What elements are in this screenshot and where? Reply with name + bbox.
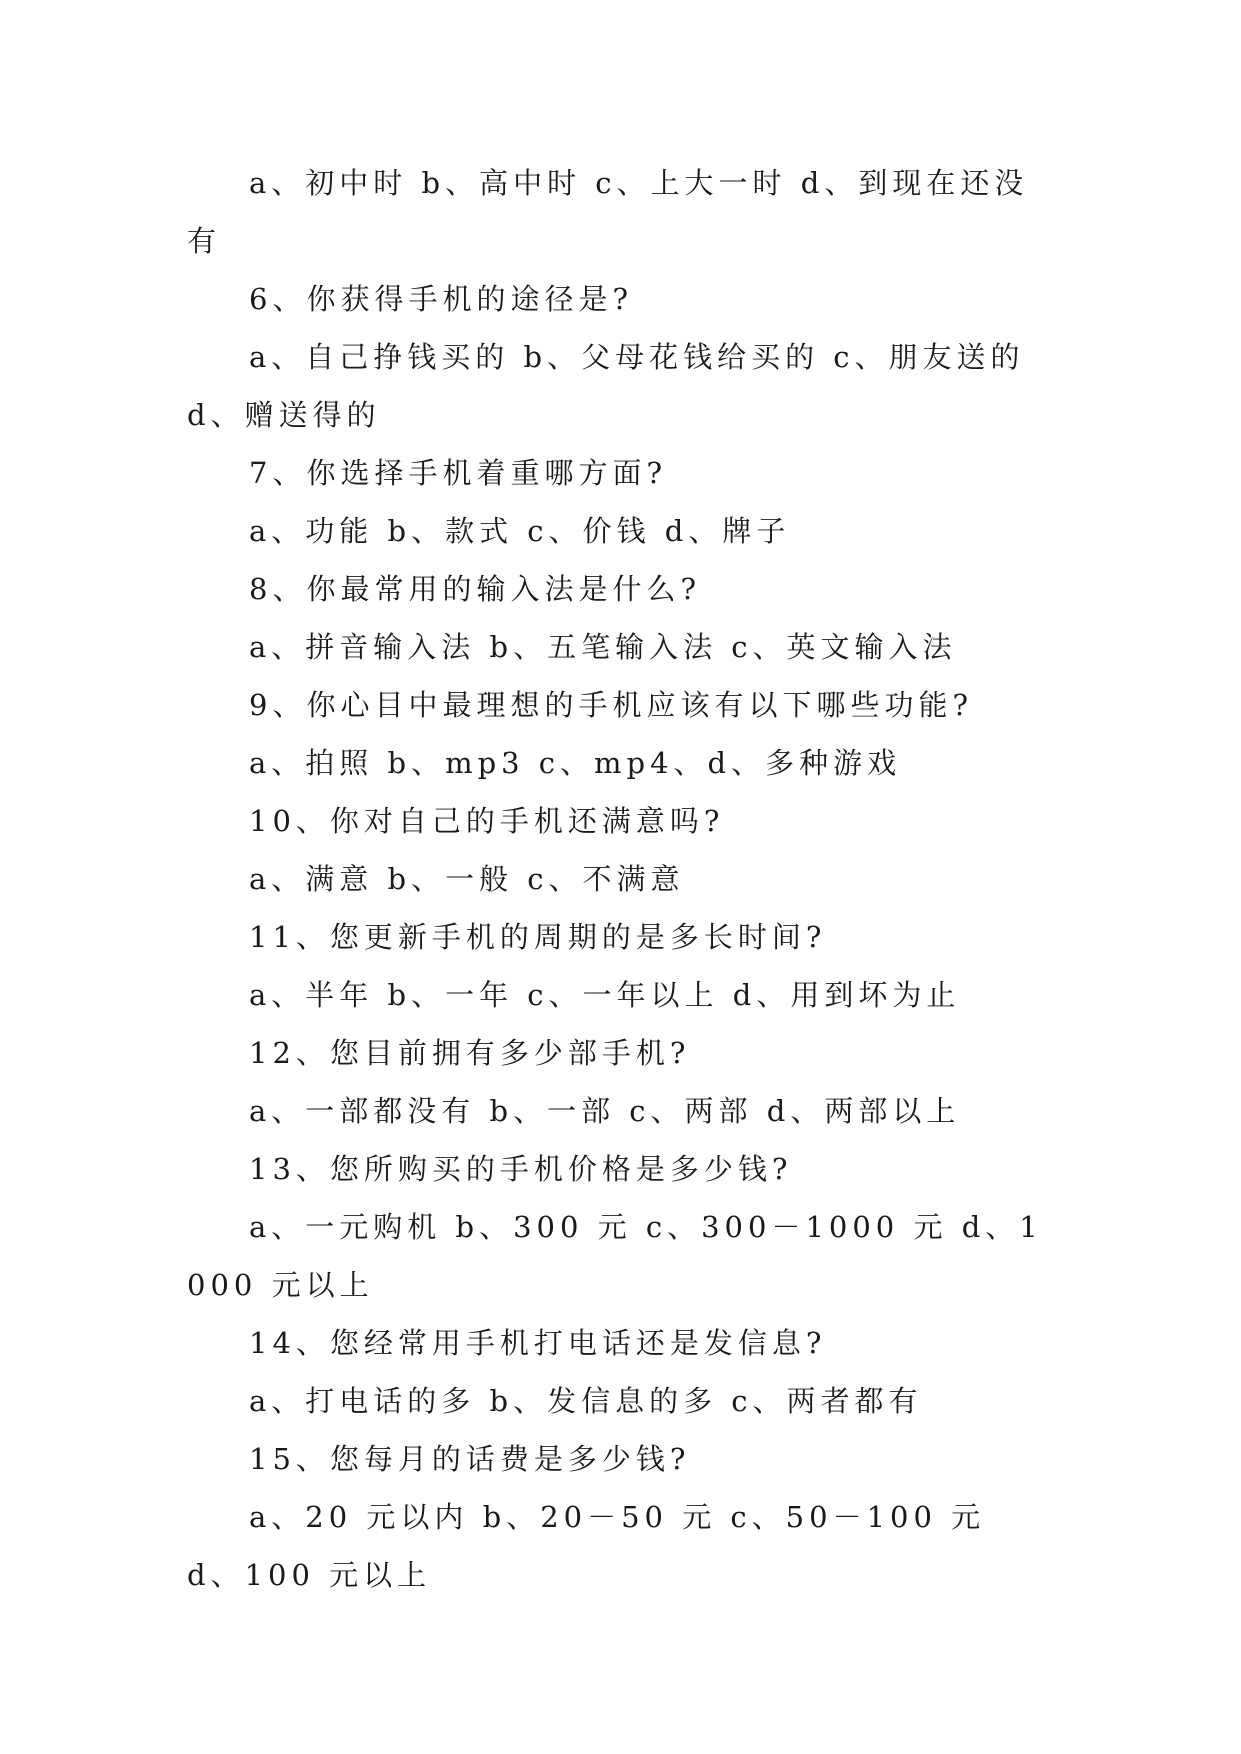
question-6: 6、你获得手机的途径是? xyxy=(249,282,633,316)
question-9: 9、你心目中最理想的手机应该有以下哪些功能? xyxy=(249,688,973,722)
question-11: 11、您更新手机的周期的是多长时间? xyxy=(249,920,827,954)
answer-options-q11: a、半年 b、一年 c、一年以上 d、用到坏为止 xyxy=(249,978,961,1012)
question-10: 10、你对自己的手机还满意吗? xyxy=(249,804,725,838)
answer-options-q10: a、满意 b、一般 c、不满意 xyxy=(249,862,685,896)
answer-options-q14: a、打电话的多 b、发信息的多 c、两者都有 xyxy=(249,1384,923,1418)
answer-options-q8: a、拼音输入法 b、五笔输入法 c、英文输入法 xyxy=(249,630,957,664)
answer-options-q9: a、拍照 b、mp3 c、mp4、d、多种游戏 xyxy=(249,746,902,780)
question-15: 15、您每月的话费是多少钱? xyxy=(249,1442,691,1476)
answer-options-q15: a、20 元以内 b、20－50 元 c、50－100 元 d、100 元以上 xyxy=(187,1500,986,1592)
answer-options-q7: a、功能 b、款式 c、价钱 d、牌子 xyxy=(249,514,791,548)
answer-options-q13: a、一元购机 b、300 元 c、300－1000 元 d、1000 元以上 xyxy=(187,1210,1043,1302)
question-7: 7、你选择手机着重哪方面? xyxy=(249,456,667,490)
document-body xyxy=(187,154,1047,1604)
question-14: 14、您经常用手机打电话还是发信息? xyxy=(249,1326,827,1360)
answer-options-q6: a、自己挣钱买的 b、父母花钱给买的 c、朋友送的 d、赠送得的 xyxy=(187,340,1025,432)
question-8: 8、你最常用的输入法是什么? xyxy=(249,572,701,606)
question-13: 13、您所购买的手机价格是多少钱? xyxy=(249,1152,793,1186)
answer-options-q5: a、初中时 b、高中时 c、上大一时 d、到现在还没有 xyxy=(187,166,1029,258)
question-12: 12、您目前拥有多少部手机? xyxy=(249,1036,691,1070)
answer-options-q12: a、一部都没有 b、一部 c、两部 d、两部以上 xyxy=(249,1094,961,1128)
